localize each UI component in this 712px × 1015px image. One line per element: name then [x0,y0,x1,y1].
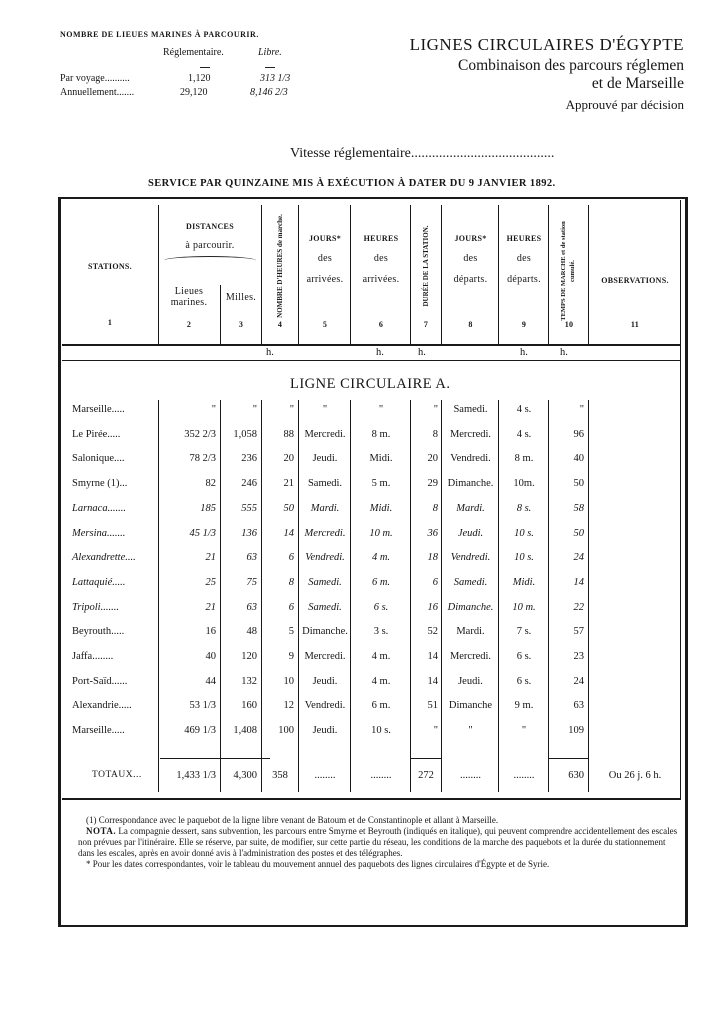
cell-duree: 18 [427,552,438,564]
cell-jour-arr: Mercredi. [304,428,346,440]
title-line2: Combinaison des parcours réglemen [458,57,684,74]
cell-station: Mersina....... [72,527,126,539]
cell-duree: 36 [427,527,438,539]
cell-heure-arr: 5 m. [371,478,391,490]
cell-jour-arr: Mercredi. [304,527,346,539]
summary-col-reg: Réglementaire. [163,47,224,58]
cell-station: Marseille..... [72,725,125,737]
cell-lieues: 45 1/3 [189,527,216,539]
cell-heure-arr: 8 m. [371,428,391,440]
cell-station: Port-Saïd...... [72,675,128,687]
cell-jour-dep: Vendredi. [450,552,491,564]
cell-temps: 22 [573,601,584,613]
cell-temps: " [579,404,584,415]
cell-heures: " [289,404,294,415]
cell-milles: 63 [246,601,257,613]
cell-temps: 23 [573,651,584,662]
cell-heure-dep: 10 s. [514,552,534,564]
cell-jour-dep: Samedi. [453,576,488,588]
cell-heure-dep: 10 m. [512,601,536,613]
summary-row-voyage: Par voyage.......... 1,120 313 1/3 [60,73,291,84]
title-line4: Approuvé par décision [565,97,684,112]
summary-row-annuel: Annuellement....... 29,120 8,146 2/3 [60,87,288,98]
cell-heures: 9 [288,651,294,662]
cell-temps: 57 [573,626,584,638]
cell-jour-arr: Dimanche. [302,626,348,638]
cell-temps: 63 [573,700,584,712]
cell-milles: 160 [241,700,257,712]
cell-duree: 8 [432,502,438,514]
cell-heure-arr: Midi. [369,453,393,465]
cell-heures: 5 [288,626,294,638]
cell-lieues: 25 [205,576,216,588]
col-header-temps: TEMPS DE MARCHE et de station cumulé. [560,221,576,321]
cell-milles: 1,058 [233,428,257,440]
service-line: SERVICE PAR QUINZAINE MIS À EXÉCUTION À DATER DU 9 JANVIER 1892. [148,178,556,189]
cell-station: Jaffa........ [72,651,114,662]
cell-heures: 20 [283,453,294,465]
summary-caption: NOMBRE DE LIEUES MARINES À PARCOURIR. [60,30,259,39]
cell-heure-dep: 6 s. [516,675,532,687]
col-header-observations: OBSERVATIONS. [601,276,669,285]
cell-heure-arr: 6 m. [371,700,391,712]
page-title-block [344,35,684,113]
cell-duree: 16 [427,601,438,613]
footnotes [78,815,678,870]
cell-station: Alexandrette.... [72,552,136,564]
cell-lieues: 78 2/3 [189,453,216,465]
cell-lieues: 16 [205,626,216,638]
col-header-nombre-heures: NOMBRE D'HEURES de marche. [276,214,284,318]
cell-station: Le Pirée..... [72,428,121,440]
table-top-rule [58,197,688,199]
cell-jour-dep: Mardi. [456,502,485,514]
cell-station: Smyrne (1)... [72,478,128,490]
cell-heures: 100 [278,725,294,737]
cell-duree: " [433,725,438,737]
cell-milles: 75 [246,576,257,588]
cell-duree: " [433,404,438,415]
cell-heure-arr: Midi. [369,502,393,514]
vitesse-line: Vitesse réglementaire......................................... [290,146,555,161]
cell-temps: 96 [573,428,584,440]
cell-heure-dep: 4 s. [516,428,532,440]
cell-duree: 14 [427,675,438,687]
cell-jour-dep: Jeudi. [457,527,484,539]
cell-heure-dep: 9 m. [514,700,534,712]
cell-duree: 6 [432,576,438,588]
section-title: LIGNE CIRCULAIRE A. [290,376,451,392]
cell-heures: 21 [283,478,294,490]
cell-milles: 136 [241,527,257,539]
cell-duree: 8 [432,428,438,440]
cell-heure-arr: 6 m. [371,576,391,588]
col-header-stations: STATIONS. [88,262,132,271]
cell-jour-dep: Jeudi. [458,675,483,687]
title-line1: LIGNES CIRCULAIRES D'ÉGYPTE [409,35,684,54]
cell-jour-arr: Jeudi. [312,725,338,737]
cell-jour-dep: Vendredi. [450,453,491,465]
cell-heures: 8 [288,576,294,588]
cell-jour-arr: Vendredi. [305,552,345,564]
col-header-milles: Milles. [225,292,257,303]
cell-heure-dep: 6 s. [516,651,532,662]
table-bottom-rule [58,925,688,927]
cell-lieues: 21 [205,601,216,613]
cell-station: Alexandrie..... [72,700,132,712]
cell-jour-dep: Dimanche. [447,601,494,613]
cell-temps: 14 [573,576,584,588]
cell-lieues: 82 [205,478,216,490]
cell-lieues: 53 1/3 [189,700,216,712]
cell-milles: 555 [241,502,257,514]
cell-heures: 6 [288,552,294,564]
cell-jour-arr: Jeudi. [312,453,338,465]
cell-jour-arr: Mercredi. [304,651,346,662]
cell-heures: 14 [283,527,294,539]
cell-jour-arr: Samedi. [308,576,342,588]
cell-heure-arr: 6 s. [373,601,389,613]
cell-jour-dep: Mardi. [456,626,485,638]
cell-milles: 236 [241,453,257,465]
cell-station: Lattaquié..... [72,576,126,588]
table-left-border [58,197,61,927]
cell-heure-arr: 10 m. [369,527,393,539]
cell-lieues: 44 [205,675,216,687]
cell-temps: 24 [573,552,584,564]
cell-jour-arr: Samedi. [308,601,342,613]
cell-lieues: 185 [200,502,216,514]
cell-temps: 58 [573,502,584,514]
cell-lieues: 40 [205,651,216,662]
cell-duree: 29 [427,478,438,490]
cell-jour-arr: " [322,404,328,415]
cell-heure-dep: 8 s. [516,502,532,514]
cell-heures: 10 [283,675,294,687]
cell-jour-dep: Dimanche. [447,478,494,490]
cell-temps: 40 [573,453,584,465]
cell-jour-dep: Samedi. [453,404,488,415]
cell-jour-dep: " [468,725,473,737]
cell-heure-arr: 10 s. [371,725,391,737]
cell-jour-arr: Jeudi. [312,675,338,687]
cell-milles: 132 [241,675,257,687]
cell-milles: 120 [241,651,257,662]
cell-jour-arr: Mardi. [310,502,340,514]
distance-summary [60,30,330,101]
cell-heure-dep: 4 s. [516,404,532,415]
cell-station: Salonique.... [72,453,125,465]
table-right-border [685,197,688,927]
col-header-heures-dep: HEURES des départs. [506,234,542,285]
cell-heure-arr: 4 m. [371,651,391,662]
cell-station: Marseille..... [72,404,125,415]
cell-lieues: " [211,404,216,415]
cell-heures: 88 [283,428,294,440]
cell-heure-dep: 10 s. [514,527,534,539]
cell-duree: 20 [427,453,438,465]
cell-heures: 50 [283,502,294,514]
cell-duree: 51 [427,700,438,712]
col-header-distances: DISTANCES [186,222,234,231]
cell-heure-dep: 7 s. [516,626,532,638]
cell-duree: 14 [427,651,438,662]
col-header-jours-dep: JOURS* des départs. [453,234,488,285]
cell-milles: 63 [246,552,257,564]
cell-lieues: 352 2/3 [184,428,216,440]
cell-temps: 109 [568,725,584,737]
cell-duree: 52 [427,626,438,638]
totals-bottom-rule [62,798,680,800]
cell-jour-dep: Mercredi. [449,651,492,662]
cell-milles: " [252,404,257,415]
cell-lieues: 469 1/3 [184,725,216,737]
cell-heure-dep: 10m. [513,478,535,490]
col-header-heures-arr: HEURES des arrivées. [362,234,400,285]
col-header-lieues: Lieues marines. [170,286,208,308]
cell-station: Tripoli....... [72,601,119,613]
cell-heure-arr: " [378,404,384,415]
cell-lieues: 21 [205,552,216,564]
col-header-jours-arr: JOURS* des arrivées. [306,234,344,285]
cell-jour-dep: Mercredi. [449,428,492,440]
cell-jour-dep: Dimanche [448,700,493,712]
cell-station: Beyrouth..... [72,626,125,638]
table-right-inner-border [680,200,681,800]
cell-heure-arr: 3 s. [373,626,389,638]
cell-heure-arr: 4 m. [371,552,391,564]
cell-heure-dep: " [521,725,527,737]
cell-station: Larnaca....... [72,502,126,514]
cell-milles: 246 [241,478,257,490]
col-header-duree: DURÉE DE LA STATION. [422,225,430,307]
cell-temps: 50 [573,527,584,539]
cell-milles: 48 [246,626,257,638]
cell-milles: 1,408 [233,725,257,737]
cell-heure-dep: Midi. [512,576,536,588]
cell-jour-arr: Samedi. [307,478,343,490]
footnote-nota: NOTA. La compagnie dessert, sans subvention, les parcours entre Smyrne et Beyrouth (indiqués en italique), qui peuvent comprendre accidentellement des escales non prévues par l'itinéraire. Elle se réserve, par suite, de modifier, sur cette partie du réseau, les conditions de la marche des paquebots et la durée du stationnement dans les escales, après en avoir donné avis à l'administration des postes et des télégraphes. [78,826,678,858]
summary-col-libre: Libre. [258,47,282,58]
cell-temps: 24 [573,675,584,687]
cell-jour-arr: Vendredi. [304,700,346,712]
cell-heures: 12 [283,700,294,712]
cell-temps: 50 [573,478,584,490]
title-line3: et de Marseille [591,75,684,92]
footnote-1: (1) Correspondance avec le paquebot de la ligne libre venant de Batoum et de Constantinople et allant à Marseille. [86,815,499,825]
cell-heures: 6 [288,601,294,613]
cell-heure-dep: 8 m. [514,453,534,465]
cell-heure-arr: 4 m. [371,675,391,687]
footnote-star: * Pour les dates correspondantes, voir le tableau du mouvement annuel des paquebots des lignes circulaires d'Égypte et de Syrie. [86,859,550,869]
